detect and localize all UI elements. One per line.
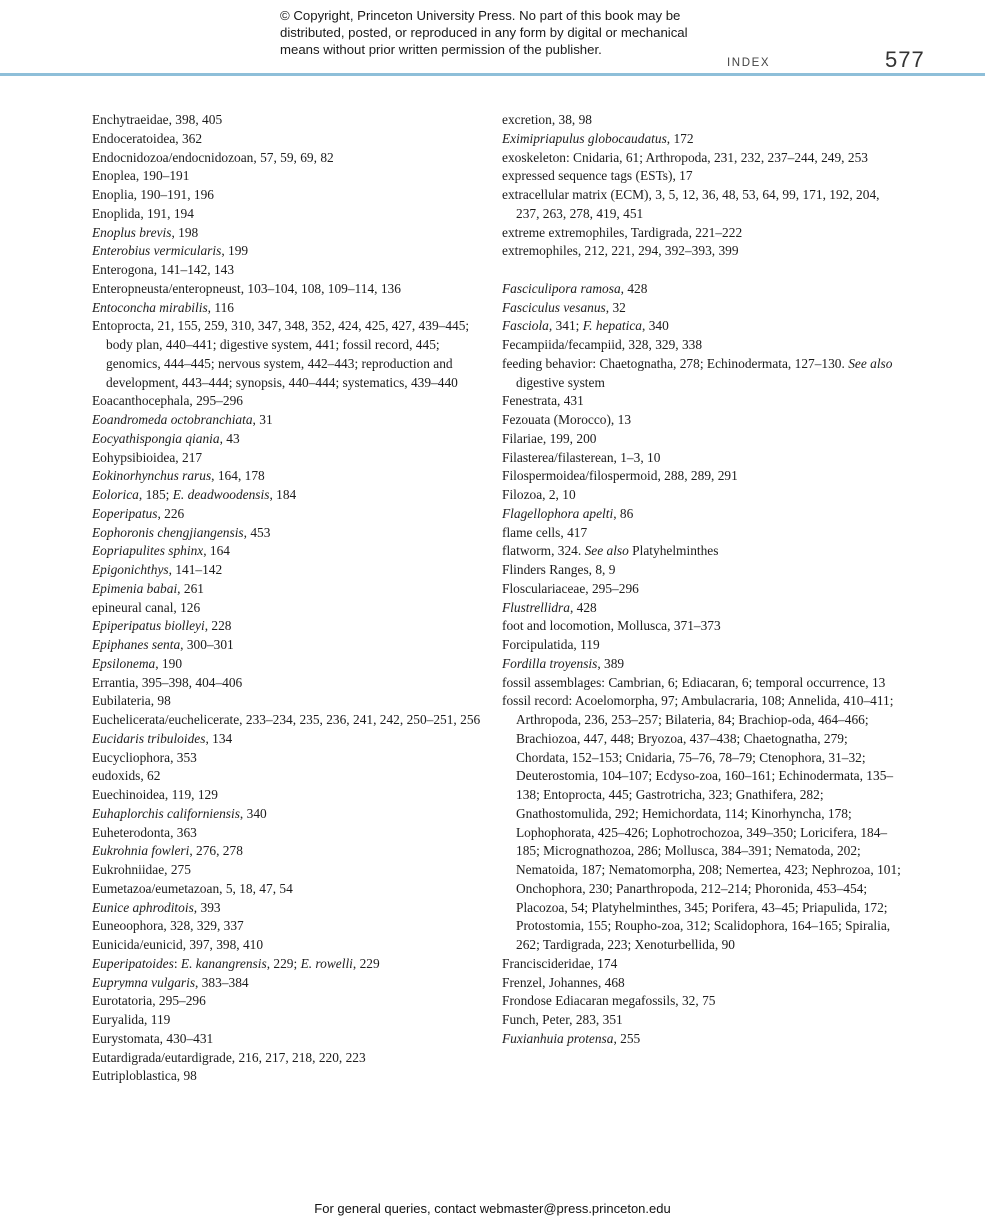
- index-entry: Filospermoidea/filospermoid, 288, 289, 291: [502, 468, 738, 484]
- index-entry: Euprymna vulgaris, 383–384: [92, 974, 249, 990]
- copyright-notice: © Copyright, Princeton University Press. No part of this book may be distributed, posted, or reproduced in any form by digital or mechanical means without prior written permission of the publisher.: [280, 8, 688, 58]
- header-rule: [0, 73, 985, 76]
- index-entry: epineural canal, 126: [92, 599, 201, 615]
- index-entry: Franciscideridae, 174: [502, 955, 618, 971]
- index-entry: Fenestrata, 431: [502, 393, 584, 409]
- index-entry: Eucidaris tribuloides, 134: [92, 730, 233, 746]
- index-entry: Eumetazoa/eumetazoan, 5, 18, 47, 54: [92, 880, 293, 896]
- index-entry: Forcipulatida, 119: [502, 637, 600, 652]
- index-entry: exoskeleton: Cnidaria, 61; Arthropoda, 231, 232, 237–244, 249, 253: [502, 149, 868, 165]
- index-entry: foot and locomotion, Mollusca, 371–373: [502, 618, 721, 634]
- index-entry: Eopriapulites sphinx, 164: [92, 543, 230, 559]
- index-entry: Eubilateria, 98: [92, 693, 171, 709]
- index-entry: Fordilla troyensis, 389: [502, 655, 625, 671]
- index-entry: Flinders Ranges, 8, 9: [502, 562, 616, 577]
- index-entry: Euechinoidea, 119, 129: [92, 787, 218, 802]
- index-entry: Filozoa, 2, 10: [502, 487, 576, 502]
- index-entry: Errantia, 395–398, 404–406: [92, 674, 243, 690]
- index-column-right: [502, 111, 902, 1049]
- index-entry: Eunicida/eunicid, 397, 398, 410: [92, 937, 264, 952]
- index-entry: Frondose Ediacaran megafossils, 32, 75: [502, 993, 716, 1009]
- index-entry: fossil assemblages: Cambrian, 6; Ediacaran, 6; temporal occurrence, 13: [502, 674, 886, 690]
- index-entry: Entoprocta, 21, 155, 259, 310, 347, 348, 352, 424, 425, 427, 439–445; body plan, 440–441; digestive system, 441; fossil record, 445; genomics, 444–445; nervous system, 442–443; reproduction and development, 443–444; synopsis, 440–444; systematics, 439–440: [92, 318, 470, 390]
- index-entry: Enteropneusta/enteropneust, 103–104, 108, 109–114, 136: [92, 280, 401, 296]
- footer-contact: For general queries, contact webmaster@press.princeton.edu: [314, 1201, 671, 1216]
- index-entry: Eutardigrada/eutardigrade, 216, 217, 218, 220, 223: [92, 1049, 366, 1065]
- index-entry: Frenzel, Johannes, 468: [502, 974, 625, 990]
- index-entry: Filariae, 199, 200: [502, 430, 597, 446]
- index-entry: Enoplus brevis, 198: [92, 224, 199, 240]
- index-entry: Fasciola, 341; F. hepatica, 340: [502, 318, 669, 334]
- index-entry: Enterobius vermicularis, 199: [92, 243, 249, 259]
- index-entry: Euperipatoides: E. kanangrensis, 229; E. rowelli, 229: [92, 955, 380, 971]
- index-entry: extreme extremophiles, Tardigrada, 221–222: [502, 224, 743, 240]
- index-entry: Endoceratoidea, 362: [92, 130, 203, 146]
- index-entry: Flustrellidra, 428: [502, 599, 597, 615]
- index-entry: Eximipriapulus globocaudatus, 172: [502, 130, 694, 146]
- index-entry: Eokinorhynchus rarus, 164, 178: [92, 468, 265, 484]
- index-entry: Euheterodonta, 363: [92, 824, 197, 840]
- index-entry: Enoplia, 190–191, 196: [92, 187, 214, 202]
- index-entry: Eunice aphroditois, 393: [92, 899, 221, 915]
- index-entry: Fecampiida/fecampiid, 328, 329, 338: [502, 337, 703, 352]
- index-entry: Epigonichthys, 141–142: [92, 562, 223, 577]
- index-entry: Fezouata (Morocco), 13: [502, 412, 632, 427]
- index-entry: Eutriploblastica, 98: [92, 1068, 197, 1084]
- index-entry: Epiperipatus biolleyi, 228: [92, 618, 232, 634]
- index-entry: Eoperipatus, 226: [92, 505, 185, 521]
- index-column-left: [92, 111, 492, 1086]
- index-entry: Funch, Peter, 283, 351: [502, 1012, 623, 1027]
- index-entry: excretion, 38, 98: [502, 112, 592, 127]
- index-entry: fossil record: Acoelomorpha, 97; Ambulacraria, 108; Annelida, 410–411; Arthropoda, 236, 253–257; Bilateria, 84; Brachiop-oda, 464–466; Brachiozoa, 447, 448; Bryozoa, 437–438; Chaetognatha, 279; Chordata, 152–153; Cnidaria, 75–76, 78–79; Ctenophora, 31–32; Deuterostomia, 104–107; Ecdyso-zoa, 160–161; Echinodermata, 135–138; Entoprocta, 445; Gastrotricha, 323; Gnathifera, 282; Gnathostomulida, 292; Hemichordata, 114; Kinorhyncha, 178; Lophophorata, 425–426; Lophotrochozoa, 349–350; Loricifera, 184–185; Micrognathozoa, 286; Mollusca, 384–391; Nematoda, 202; Nematoida, 187; Nematomorpha, 208; Nemertea, 423; Nephrozoa, 101; Onchophora, 230; Panarthropoda, 212–214; Phoronida, 453–454; Placozoa, 54; Platyhelminthes, 345; Porifera, 43–45; Priapulida, 172; Protostomia, 155; Roupho-zoa, 312; Scalidophora, 164–165; Spiralia, 262; Tardigrada, 223; Xenoturbellida, 90: [502, 693, 901, 952]
- index-entry: Eocyathispongia qiania, 43: [92, 430, 240, 446]
- index-entry: Eukrohnia fowleri, 276, 278: [92, 843, 243, 859]
- index-entry: extracellular matrix (ECM), 3, 5, 12, 36, 48, 53, 64, 99, 171, 192, 204, 237, 263, 278, 419, 451: [502, 187, 880, 221]
- running-head: INDEX: [727, 57, 771, 69]
- index-entry: Entoconcha mirabilis, 116: [92, 299, 234, 315]
- index-entry: flatworm, 324. See also Platyhelminthes: [502, 543, 719, 559]
- index-entry: Fuxianhuia protensa, 255: [502, 1030, 641, 1046]
- index-entry: Epimenia babai, 261: [92, 580, 204, 596]
- index-entry: Eophoronis chengjiangensis, 453: [92, 524, 271, 540]
- index-entry: Eohypsibioidea, 217: [92, 449, 203, 465]
- index-entry: Epiphanes senta, 300–301: [92, 637, 234, 652]
- index-entry: Eoacanthocephala, 295–296: [92, 393, 243, 409]
- index-entry: Enoplida, 191, 194: [92, 205, 194, 221]
- index-entry: flame cells, 417: [502, 524, 588, 540]
- page-number: 577: [885, 47, 925, 72]
- index-entry: Enterogona, 141–142, 143: [92, 262, 235, 277]
- index-entry: Euhaplorchis californiensis, 340: [92, 805, 267, 821]
- index-entry: Filasterea/filasterean, 1–3, 10: [502, 449, 661, 465]
- index-entry: extremophiles, 212, 221, 294, 392–393, 399: [502, 243, 739, 259]
- index-entry: Fasciculipora ramosa, 428: [502, 280, 648, 296]
- index-entry: Fasciculus vesanus, 32: [502, 299, 626, 315]
- index-entry: Eurotatoria, 295–296: [92, 993, 206, 1009]
- index-entry: Epsilonema, 190: [92, 655, 183, 671]
- index-entry: Eolorica, 185; E. deadwoodensis, 184: [92, 487, 297, 502]
- index-entry: Enoplea, 190–191: [92, 168, 190, 184]
- index-entry: Euneoophora, 328, 329, 337: [92, 918, 244, 934]
- index-entry: Euchelicerata/euchelicerate, 233–234, 235, 236, 241, 242, 250–251, 256: [92, 712, 481, 727]
- index-entry: Euryalida, 119: [92, 1012, 171, 1027]
- index-entry: Eukrohniidae, 275: [92, 862, 191, 877]
- index-entry: Eucycliophora, 353: [92, 749, 197, 765]
- index-entry: Flagellophora apelti, 86: [502, 505, 634, 521]
- index-entry: Enchytraeidae, 398, 405: [92, 112, 223, 127]
- index-entry: Eoandromeda octobranchiata, 31: [92, 412, 273, 427]
- index-entry: feeding behavior: Chaetognatha, 278; Echinodermata, 127–130. See also digestive system: [502, 355, 893, 390]
- letter-gap: [502, 261, 902, 280]
- index-entry: Endocnidozoa/endocnidozoan, 57, 59, 69, 82: [92, 149, 334, 165]
- index-entry: eudoxids, 62: [92, 768, 161, 784]
- index-entry: expressed sequence tags (ESTs), 17: [502, 168, 693, 184]
- index-entry: Flosculariaceae, 295–296: [502, 580, 639, 596]
- index-entry: Eurystomata, 430–431: [92, 1030, 214, 1046]
